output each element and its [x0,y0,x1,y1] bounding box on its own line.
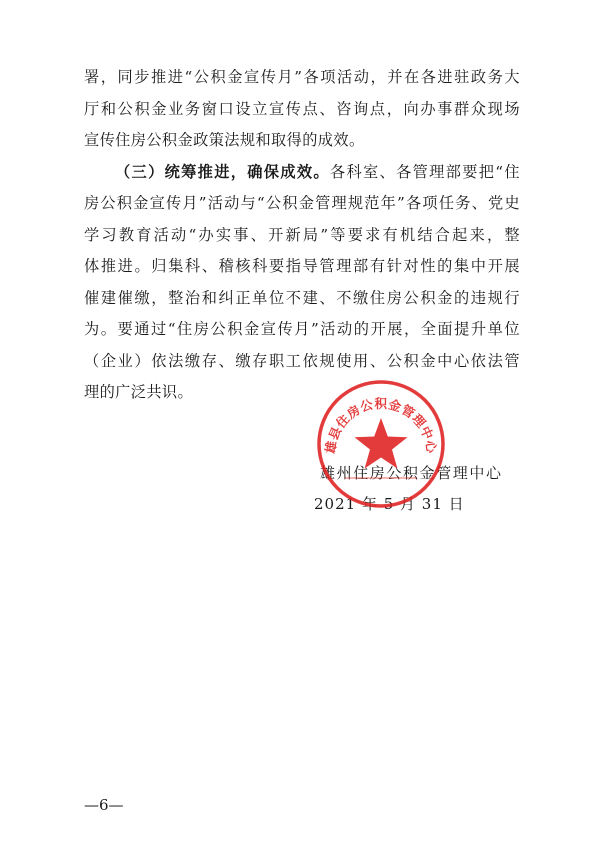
seal-text: 雄县住房公积金管理中心 [322,396,440,455]
text-line: 体推进。归集科、稽核科要指导管理部有针对性的集中开展 [84,257,520,275]
official-seal-icon [315,378,447,510]
section-3-text: 各科室、各管理部要把“住 [329,162,520,181]
text-line: 催建催缴，整治和纠正单位不建、不缴住房公积金的违规行 [84,288,520,307]
text-line: 宣传住房公积金政策法规和取得的成效。 [84,131,365,149]
document-body [84,62,520,409]
text-line: 学习教育活动“办实事、开新局”等要求有机结合起来，整 [84,225,520,244]
page-number: —6— [84,796,124,814]
text-line: 署，同步推进“公积金宣传月”各项活动，并在各进驻政务大 [84,68,520,86]
signing-date: 2021 年 5 月 31 日 [314,495,465,513]
section-3-first-line [84,157,520,189]
text-line: 厅和公积金业务窗口设立宣传点、咨询点，向办事群众现场 [84,99,520,118]
text-line: 为。要通过“住房公积金宣传月”活动的开展，全面提升单位 [84,320,520,338]
text-line: （企业）依法缴存、缴存职工依规使用、公积金中心依法管 [84,351,520,370]
text-line: 房公积金宣传月”活动与“公积金管理规范年”各项任务、党史 [84,194,520,212]
signing-organization: 雄州住房公积金管理中心 [320,464,503,482]
section-3-heading: （三）统筹推进，确保成效。 [115,162,330,181]
text-line: 理的广泛共识。 [84,383,194,401]
